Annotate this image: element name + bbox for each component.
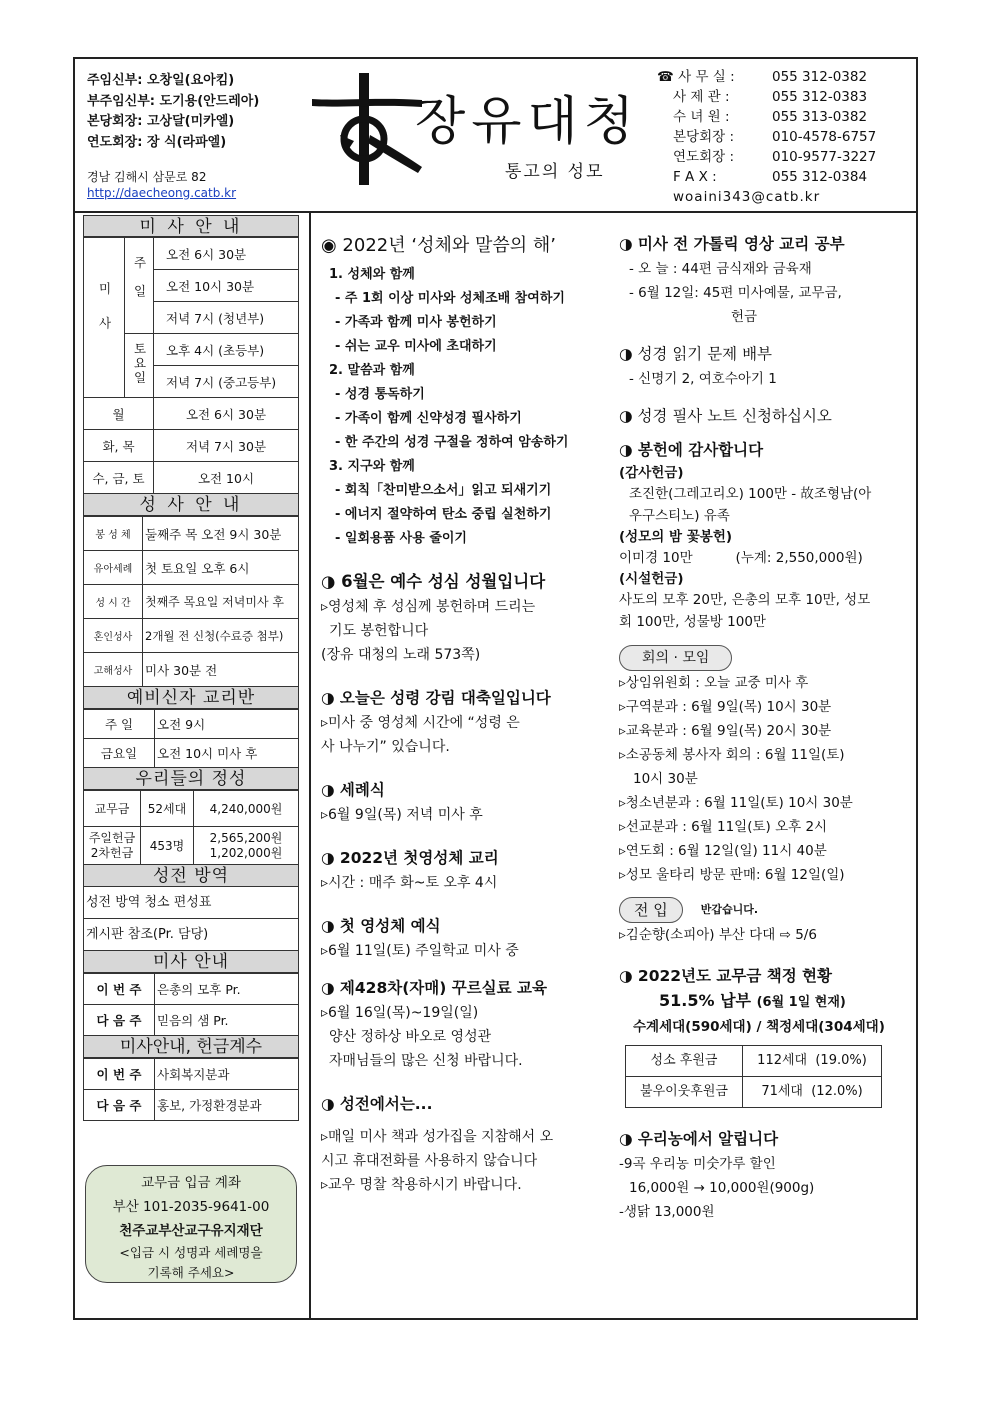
account-owner: 천주교부산교구유지재단 xyxy=(119,1223,263,1239)
year-lines xyxy=(321,263,621,551)
cursillo-line: 양산 정하상 바오로 영성관 xyxy=(329,1029,492,1045)
count-week: 이 번 주 xyxy=(84,1059,155,1090)
sacrament-name: 유아세례 xyxy=(84,551,143,585)
tithe-basis: 수계세대(590세대) / 책정세대(304세대) xyxy=(633,1019,885,1035)
offering-name: 교무금 xyxy=(84,791,141,827)
staff-president: 본당회장: 고상달(미카엘) xyxy=(87,114,235,129)
first-communion-rite-title: ◑ 첫 영성체 예식 xyxy=(321,917,441,935)
account-note: <입금 시 성명과 세례명을 xyxy=(119,1245,263,1260)
count-group: 사회복지분과 xyxy=(155,1059,299,1090)
church-line: ▹교우 명찰 착용하시기 바랍니다. xyxy=(321,1177,522,1193)
june-line: (장유 대청의 노래 573쪽) xyxy=(321,647,481,663)
year-item: - 가족과 함께 미사 봉헌하기 xyxy=(335,315,497,330)
sacrament-name: 봉 성 체 xyxy=(84,517,143,551)
meeting-item: ▹연도회 : 6월 12일(일) 11시 40분 xyxy=(619,843,827,859)
weekday-time: 오전 10시 xyxy=(154,462,299,494)
mass-schedule-table xyxy=(83,237,299,494)
move-line: ▹김순향(소피아) 부산 다대 ⇨ 5/6 xyxy=(619,927,817,943)
meeting-header xyxy=(619,645,914,671)
address-block xyxy=(87,169,236,201)
header xyxy=(75,59,916,213)
website-link[interactable]: http://daecheong.catb.kr xyxy=(87,186,237,200)
guide-week: 이 번 주 xyxy=(84,974,155,1005)
cursillo-line: 자매님들의 많은 신청 바랍니다. xyxy=(329,1053,523,1069)
year-item: - 가족이 함께 신약성경 필사하기 xyxy=(335,411,522,426)
meeting-item: 10시 30분 xyxy=(633,771,698,787)
catechumen-title: 예비신자 교리반 xyxy=(83,687,299,709)
video-title: ◑ 미사 전 가톨릭 영상 교리 공부 xyxy=(619,235,845,253)
bible-question-line: - 신명기 2, 여호수아기 1 xyxy=(629,371,777,387)
contact-row: 본당회장 : 010-4578-6757 xyxy=(673,129,877,145)
sacrament-info: 미사 30분 전 xyxy=(143,653,299,687)
video-line: 헌금 xyxy=(731,309,758,325)
sunday-label: 주일 xyxy=(125,238,154,334)
pentecost-line: 사 나누기” 있습니다. xyxy=(321,739,450,755)
mass-label: 미사 xyxy=(84,238,125,398)
first-communion-class-title: ◑ 2022년 첫영성체 교리 xyxy=(321,849,499,867)
thanks-line: 이미경 10만 (누계: 2,550,000원) xyxy=(619,550,863,566)
move-label: 전 입 xyxy=(619,897,683,923)
parish-subtitle: 통고의 성모 xyxy=(505,162,605,182)
catechumen-day: 주 일 xyxy=(84,710,155,739)
contact-row: 연도회장 : 010-9577-3227 xyxy=(673,149,877,165)
year-item: - 에너지 절약하여 탄소 중립 실천하기 xyxy=(335,507,552,522)
meeting-lines xyxy=(619,671,914,887)
tithe-title: ◑ 2022년도 교무금 책정 현황 xyxy=(619,967,833,985)
catechumen-day: 금요일 xyxy=(84,739,155,768)
account-number: 부산 101-2035-9641-00 xyxy=(112,1199,270,1215)
meeting-item: ▹교육분과 : 6월 9일(목) 20시 30분 xyxy=(619,723,832,739)
account-note: 기록해 주세요> xyxy=(147,1265,235,1280)
account-title: 교무금 입금 계좌 xyxy=(141,1175,241,1191)
thanks-title: ◑ 봉헌에 감사합니다 xyxy=(619,441,764,459)
june-title: ◑ 6월은 예수 성심 성월입니다 xyxy=(321,572,546,591)
sacrament-info: 첫 토요일 오후 6시 xyxy=(143,551,299,585)
year-heading: 3. 지구와 함께 xyxy=(329,459,415,474)
sunday-time: 오전 10시 30분 xyxy=(154,270,299,302)
thanks-group-head: (감사헌금) xyxy=(619,465,684,481)
middle-column xyxy=(321,231,621,1197)
cursillo-line: ▹6월 16일(목)~19일(일) xyxy=(321,1005,479,1021)
cleaning-line: 성전 방역 청소 편성표 xyxy=(83,887,299,919)
column-divider xyxy=(309,211,311,1319)
contact-row: ☎ 사 무 실 : 055 312-0382 xyxy=(657,69,868,85)
sacrament-info: 2개월 전 신청(수료증 첨부) xyxy=(143,619,299,653)
parish-title: 장유대청 xyxy=(415,92,640,152)
baptism-line: ▹6월 9일(목) 저녁 미사 후 xyxy=(321,807,483,823)
offering-count: 453명 xyxy=(141,827,194,865)
saturday-label: 토요일 xyxy=(125,334,154,398)
baptism-title: ◑ 세례식 xyxy=(321,781,385,799)
sacrament-table xyxy=(83,516,299,687)
sunday-time: 오전 6시 30분 xyxy=(154,238,299,270)
catechumen-table xyxy=(83,709,299,768)
meeting-item: ▹청소년분과 : 6월 11일(토) 10시 30분 xyxy=(619,795,853,811)
contact-list xyxy=(657,67,876,207)
year-item: - 성경 통독하기 xyxy=(335,387,425,402)
contact-row: F A X : 055 312-0384 xyxy=(673,169,868,185)
catechumen-time: 오전 9시 xyxy=(155,710,299,739)
bulletin-frame xyxy=(73,57,918,1320)
offering-table xyxy=(83,790,299,865)
move-header xyxy=(619,897,914,923)
meeting-item: ▹구역분과 : 6월 9일(목) 10시 30분 xyxy=(619,699,832,715)
thanks-line: 사도의 모후 20만, 은총의 모후 10만, 성모 xyxy=(619,592,871,608)
year-item: - 한 주간의 성경 구절을 정하여 암송하기 xyxy=(335,435,569,450)
bible-question-title: ◑ 성경 읽기 문제 배부 xyxy=(619,345,773,363)
farm-line: 16,000원 → 10,000원(900g) xyxy=(629,1180,815,1196)
year-item: - 주 1회 이상 미사와 성체조배 참여하기 xyxy=(335,291,565,306)
mass-schedule-title: 미 사 안 내 xyxy=(83,215,299,237)
sidebar xyxy=(83,215,301,1121)
meeting-item: ▹소공동체 봉사자 회의 : 6월 11일(토) xyxy=(619,747,845,763)
sacrament-info: 첫째주 목요일 저녁미사 후 xyxy=(143,585,299,619)
year-heading: 1. 성체와 함께 xyxy=(329,267,415,282)
weekday-day: 월 xyxy=(84,398,154,430)
weekday-day: 수, 금, 토 xyxy=(84,462,154,494)
year-item: - 일회용품 사용 줄이기 xyxy=(335,531,467,546)
account-box xyxy=(85,1165,297,1283)
guide-group: 은총의 모후 Pr. xyxy=(155,974,299,1005)
count-title: 미사안내, 헌금계수 xyxy=(83,1036,299,1058)
tithe-rate: 51.5% 납부 xyxy=(659,991,751,1010)
contact-email[interactable]: woaini343@catb.kr xyxy=(673,189,821,205)
tithe-row-value: 112세대 (19.0%) xyxy=(743,1046,882,1077)
year-heading: 2. 말씀과 함께 xyxy=(329,363,415,378)
sacrament-name: 성 시 간 xyxy=(84,585,143,619)
tithe-table xyxy=(625,1045,882,1108)
church-line: ▹매일 미사 책과 성가집을 지참해서 오 xyxy=(321,1129,554,1145)
video-line: - 6월 12일: 45편 미사예물, 교무금, xyxy=(629,285,842,301)
saturday-time: 오후 4시 (초등부) xyxy=(154,334,299,366)
offering-title: 우리들의 정성 xyxy=(83,768,299,790)
weekday-day: 화, 목 xyxy=(84,430,154,462)
tithe-row-name: 성소 후원금 xyxy=(626,1046,743,1077)
weekday-time: 오전 6시 30분 xyxy=(154,398,299,430)
pentecost-title: ◑ 오늘은 성령 강림 대축일입니다 xyxy=(321,689,551,707)
pentecost-line: ▹미사 중 영성체 시간에 “성령 은 xyxy=(321,715,520,731)
year-item: - 회칙「찬미받으소서」읽고 되새기기 xyxy=(335,483,552,498)
staff-pastor: 주임신부: 오창일(요아킴) xyxy=(87,73,235,88)
meeting-label: 회의 · 모임 xyxy=(619,645,732,671)
guide-group: 믿음의 샘 Pr. xyxy=(155,1005,299,1036)
sacrament-name: 혼인성사 xyxy=(84,619,143,653)
offering-amount: 2,565,200원 1,202,000원 xyxy=(194,827,299,865)
tithe-row-name: 불우이웃후원금 xyxy=(626,1077,743,1108)
thanks-line: 조진한(그레고리오) 100만 - 故조형남(아 xyxy=(629,486,872,502)
tithe-row-value: 71세대 (12.0%) xyxy=(743,1077,882,1108)
catechumen-time: 오전 10시 미사 후 xyxy=(155,739,299,768)
sacrament-info: 둘째주 목 오전 9시 30분 xyxy=(143,517,299,551)
first-communion-class-line: ▹시간 : 매주 화~토 오후 4시 xyxy=(321,875,498,891)
thanks-group-head: (시설헌금) xyxy=(619,571,684,587)
cleaning-line: 게시판 참조(Pr. 담당) xyxy=(83,919,299,951)
video-line: - 오 늘 : 44편 금식재와 금육재 xyxy=(629,261,812,277)
weekday-time: 저녁 7시 30분 xyxy=(154,430,299,462)
tithe-rate-line xyxy=(619,989,914,1015)
contact-row: 수 녀 원 : 055 313-0382 xyxy=(673,109,868,125)
guide-week: 다 음 주 xyxy=(84,1005,155,1036)
contact-row: 사 제 관 : 055 312-0383 xyxy=(673,89,868,105)
count-table xyxy=(83,1058,299,1121)
saturday-time: 저녁 7시 (중고등부) xyxy=(154,366,299,398)
meeting-item: ▹성모 울타리 방문 판매: 6월 12일(일) xyxy=(619,867,845,883)
address: 경남 김해시 삼문로 82 xyxy=(87,170,207,184)
first-communion-rite-line: ▹6월 11일(토) 주일학교 미사 중 xyxy=(321,943,519,959)
count-group: 홍보, 가정환경분과 xyxy=(155,1090,299,1121)
tithe-date: (6월 1일 현재) xyxy=(756,995,846,1010)
cleaning-title: 성전 방역 xyxy=(83,865,299,887)
june-line: 기도 봉헌합니다 xyxy=(329,623,429,639)
staff-yeondo: 연도회장: 장 식(라파엘) xyxy=(87,134,227,150)
church-line: 시고 휴대전화를 사용하지 않습니다 xyxy=(321,1153,538,1169)
farm-line: -생닭 13,000원 xyxy=(619,1204,715,1220)
thanks-line: 회 100만, 성물방 100만 xyxy=(619,614,766,630)
meeting-item: ▹상임위원회 : 오늘 교중 미사 후 xyxy=(619,675,809,691)
sacrament-title: 성 사 안 내 xyxy=(83,494,299,516)
guide-table xyxy=(83,973,299,1036)
welcome-text: 반갑습니다. xyxy=(700,903,759,916)
sunday-time: 저녁 7시 (청년부) xyxy=(154,302,299,334)
count-week: 다 음 주 xyxy=(84,1090,155,1121)
bible-note: ◑ 성경 필사 노트 신청하십시오 xyxy=(619,407,832,425)
thanks-group-head: (성모의 밤 꽃봉헌) xyxy=(619,529,733,545)
staff-assistant: 부주임신부: 도기용(안드레아) xyxy=(87,93,260,109)
guide-title: 미사 안내 xyxy=(83,951,299,973)
staff-list xyxy=(87,71,259,153)
church-title: ◑ 성전에서는... xyxy=(321,1095,433,1113)
thanks-line: 우구스티노) 유족 xyxy=(629,508,730,524)
june-line: ▹영성체 후 성심께 봉헌하며 드리는 xyxy=(321,599,536,615)
meeting-item: ▹선교분과 : 6월 11일(토) 오후 2시 xyxy=(619,819,828,835)
year-title: ◉ 2022년 ‘성체와 말씀의 해’ xyxy=(321,235,556,256)
cursillo-title: ◑ 제428차(자매) 꾸르실료 교육 xyxy=(321,979,547,997)
offering-name: 주일헌금 2차헌금 xyxy=(84,827,141,865)
farm-line: -9곡 우리농 미숫가루 할인 xyxy=(619,1156,776,1172)
sacrament-name: 고해성사 xyxy=(84,653,143,687)
farm-title: ◑ 우리농에서 알립니다 xyxy=(619,1130,779,1148)
offering-amount: 4,240,000원 xyxy=(194,791,299,827)
cross-logo-icon xyxy=(310,69,425,189)
year-item: - 쉬는 교우 미사에 초대하기 xyxy=(335,339,497,354)
right-column xyxy=(619,231,914,1224)
offering-count: 52세대 xyxy=(141,791,194,827)
